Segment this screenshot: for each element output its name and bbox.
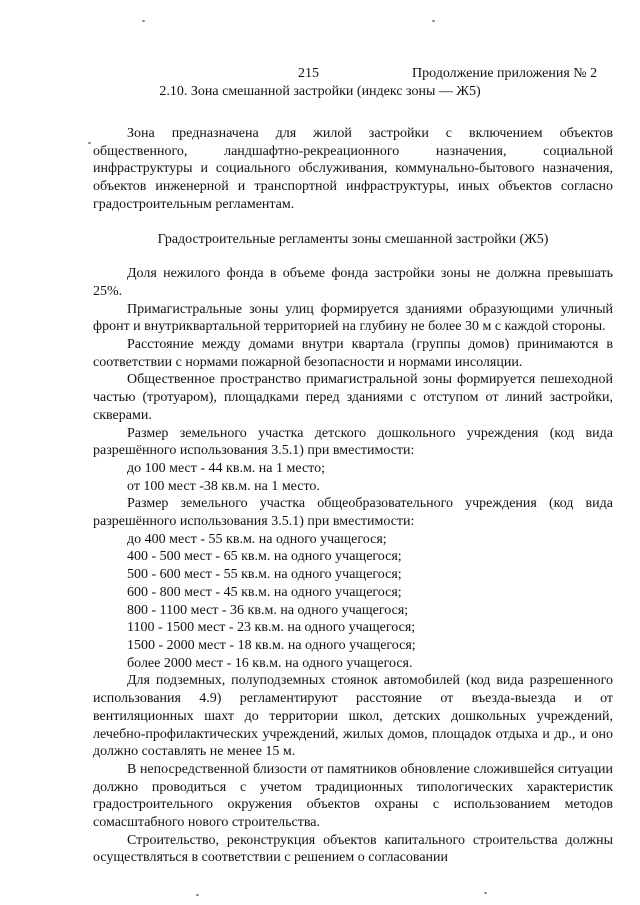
list-item: 1100 - 1500 мест - 23 кв.м. на одного учащегося; bbox=[127, 620, 416, 636]
list-item: 1500 - 2000 мест - 18 кв.м. на одного учащегося; bbox=[127, 637, 416, 653]
list-item: 800 - 1100 мест - 36 кв.м. на одного учащегося; bbox=[127, 602, 409, 618]
list-item: 400 - 500 мест - 65 кв.м. на одного учащегося; bbox=[127, 549, 402, 565]
list-item: 600 - 800 мест - 45 кв.м. на одного учащегося; bbox=[127, 584, 402, 600]
paragraph-kindergarten-plot: Размер земельного участка детского дошкольного учреждения (код вида разрешённого использования 3.5.1) при вместимости: bbox=[93, 425, 613, 459]
paragraph-nonresidential-share: Доля нежилого фонда в объеме фонда застройки зоны не должна превышать 25%. bbox=[93, 266, 613, 299]
paragraph-school-plot: Размер земельного участка общеобразовательного учреждения (код вида разрешённого использования 3.5.1) при вместимости: bbox=[93, 496, 613, 530]
list-item: до 100 мест - 44 кв.м. на 1 место; bbox=[127, 460, 325, 476]
scan-speck bbox=[484, 892, 487, 894]
paragraph-construction: Строительство, реконструкция объектов капитального строительства должны осуществляться в соответствии с решением о согласовании bbox=[93, 832, 613, 866]
paragraph-underground-parking: Для подземных, полуподземных стоянок автомобилей (код вида разрешенного использования 4.9) регламентируют расстояние от въезда-выезда и от вентиляционных шахт до территории школ, детских дошкольных учреждений, лечебно-профилактических учреждений, жилых домов, площадок отдыха и др., и оно должно составлять не менее 15 м. bbox=[93, 673, 613, 760]
scan-speck bbox=[142, 20, 145, 22]
intro-paragraph: Зона предназначена для жилой застройки с включением объектов общественного, ландшафтно-рекреационного назначения, социальной инфраструктуры и социального обслуживания, коммунально-бытового назначения, объектов инженерной и транспортной инфраструктуры, иных объектов согласно градостроительным регламентам. bbox=[93, 126, 613, 212]
list-item: до 400 мест - 55 кв.м. на одного учащегося; bbox=[127, 531, 387, 547]
appendix-continuation-note: Продолжение приложения № 2 bbox=[412, 66, 598, 81]
list-item: 500 - 600 мест - 55 кв.м. на одного учащегося; bbox=[127, 567, 402, 583]
document-body bbox=[93, 125, 613, 867]
scan-speck bbox=[88, 142, 91, 144]
scan-speck bbox=[196, 894, 199, 896]
paragraph-building-distance: Расстояние между домами внутри квартала (группы домов) принимаются в соответствии с нормами пожарной безопасности и нормами инсоляции. bbox=[93, 337, 613, 370]
paragraph-monuments: В непосредственной близости от памятников обновление сложившейся ситуации должно проводиться с учетом традиционных типологических характеристик градостроительного окружения объектов охраны с использованием методов сомасштабного нового строительства. bbox=[93, 761, 613, 831]
section-title: 2.10. Зона смешанной застройки (индекс зоны — Ж5) bbox=[159, 84, 481, 99]
regulations-heading: Градостроительные регламенты зоны смешанной застройки (Ж5) bbox=[157, 231, 549, 247]
paragraph-arterial-zones: Примагистральные зоны улиц формируется зданиями образующими уличный фронт и внутриквартальной территорией на глубину не более 30 м с каждой стороны. bbox=[93, 301, 613, 335]
list-item: более 2000 мест - 16 кв.м. на одного учащегося. bbox=[127, 655, 413, 671]
list-item: от 100 мест -38 кв.м. на 1 место. bbox=[127, 478, 320, 494]
page-number: 215 bbox=[298, 66, 319, 81]
scan-speck bbox=[432, 20, 435, 22]
paragraph-public-space: Общественное пространство примагистральной зоны формируется пешеходной частью (тротуаром), площадками перед зданиями с отступом от линий застройки, скверами. bbox=[93, 372, 613, 423]
